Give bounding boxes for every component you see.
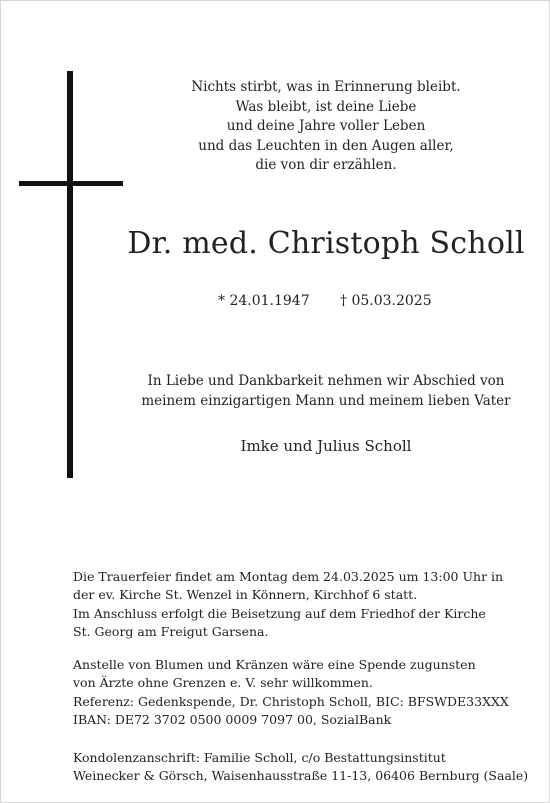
funeral-details (73, 568, 503, 642)
memorial-poem (140, 78, 512, 176)
farewell-line: In Liebe und Dankbarkeit nehmen wir Abschied von (147, 373, 505, 389)
funeral-line: der ev. Kirche St. Wenzel in Könnern, Kirchhof 6 statt. (73, 587, 418, 603)
donation-line: IBAN: DE72 3702 0500 0009 7097 00, SozialBank (73, 712, 392, 728)
funeral-line: Die Trauerfeier findet am Montag dem 24.03.2025 um 13:00 Uhr in (73, 569, 504, 584)
mourners-signature: Imke und Julius Scholl (240, 437, 412, 455)
poem-line: Nichts stirbt, was in Erinnerung bleibt. (191, 79, 461, 95)
donation-line: Anstelle von Blumen und Kränzen wäre eine Spende zugunsten (73, 657, 476, 672)
poem-line: und deine Jahre voller Leben (226, 118, 426, 134)
condolence-line: Kondolenzanschrift: Familie Scholl, c/o Bestattungsinstitut (73, 750, 446, 765)
poem-line: und das Leuchten in den Augen aller, (198, 137, 454, 154)
farewell-text (110, 371, 542, 411)
condolence-address (73, 749, 528, 786)
farewell-line: meinem einzigartigen Mann und meinem lieben Vater (141, 393, 511, 409)
birth-date: * 24.01.1947 (218, 293, 310, 309)
cross-horizontal-beam (19, 181, 123, 186)
deceased-name: Dr. med. Christoph Scholl (127, 226, 525, 261)
poem-line: die von dir erzählen. (255, 157, 397, 173)
donation-details (73, 656, 509, 730)
donation-line: von Ärzte ohne Grenzen e. V. sehr willkommen. (73, 675, 373, 691)
funeral-line: Im Anschluss erfolgt die Beisetzung auf dem Friedhof der Kirche (73, 605, 486, 621)
funeral-line: St. Georg am Freigut Garsena. (73, 624, 269, 640)
condolence-line: Weinecker & Görsch, Waisenhausstraße 11-13, 06406 Bernburg (Saale) (73, 768, 529, 784)
death-date: † 05.03.2025 (340, 293, 432, 309)
cross-vertical-beam (67, 71, 73, 478)
donation-line: Referenz: Gedenkspende, Dr. Christoph Scholl, BIC: BFSWDE33XXX (73, 693, 509, 709)
poem-line: Was bleibt, ist deine Liebe (235, 98, 417, 115)
